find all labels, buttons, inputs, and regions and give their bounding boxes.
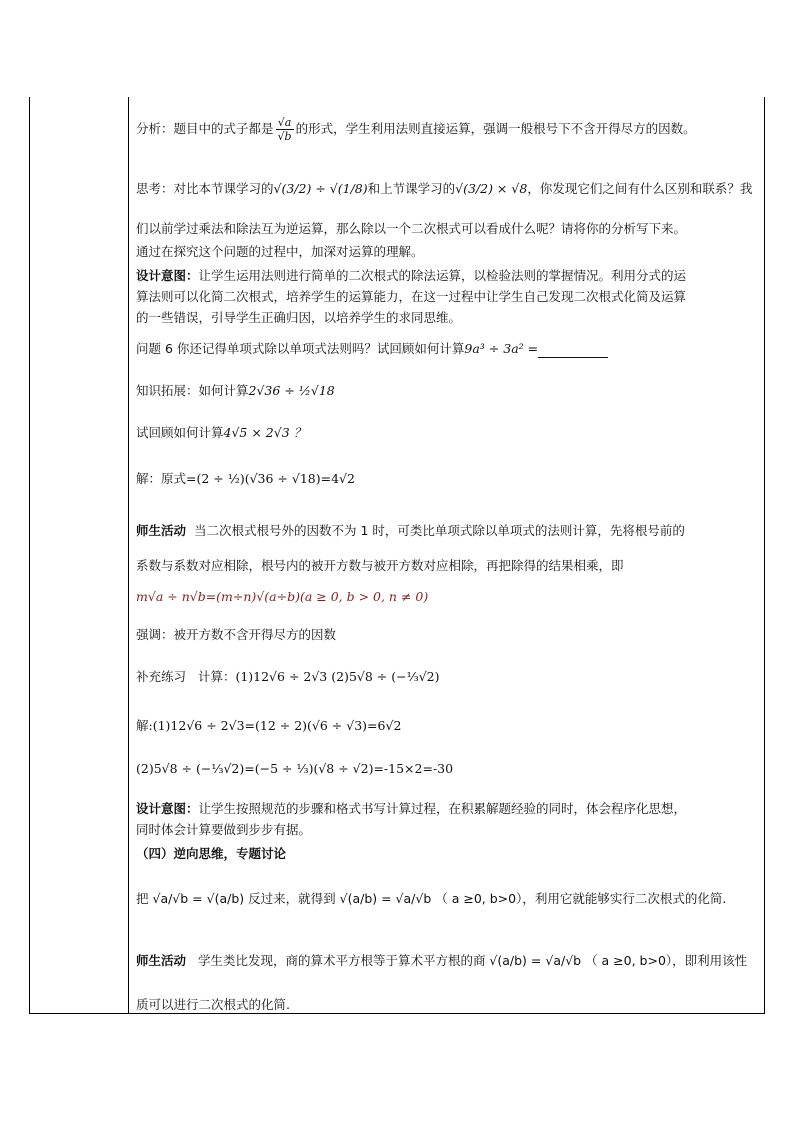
fraction-denominator: √b (277, 130, 292, 143)
teacher-activity-label: 师生活动 (136, 523, 187, 538)
design-intent-2-text: 让学生按照规范的步骤和格式书写计算过程，在积累解题经验的同时，体会程序化思想， (198, 801, 687, 816)
design-intent-1-line-1 (136, 267, 686, 285)
thinking-prefix: 思考：对比本节课学习的 (136, 181, 274, 196)
question-6-text: 问题 6 你还记得单项式除以单项式法则吗？试回顾如何计算 (136, 341, 465, 356)
column-divider (128, 97, 129, 1013)
emphasis-line: 强调：被开方数不含开得尽方的因数 (136, 627, 337, 642)
solution-2-line-2: (2)5√8 ÷ (−⅓√2)=(−5 ÷ ⅓)(√8 ÷ √2)=-15×2=-30 (136, 761, 454, 776)
design-intent-1-line-2: 算法则可以化简二次根式，培养学生的运算能力，在这一过程中让学生自己发现二次根式化简及运算 (136, 289, 687, 304)
design-intent-2-label: 设计意图： (136, 801, 199, 816)
review-line (136, 424, 306, 442)
design-intent-label: 设计意图： (136, 268, 199, 283)
analysis-line (136, 116, 696, 143)
extension-prefix: 知识拓展：如何计算 (136, 383, 249, 398)
solution-1: 解：原式=(2 ÷ ½)(√36 ÷ √18)=4√2 (136, 471, 355, 486)
division-rule-formula: m√a ÷ n√b=(m÷n)√(a÷b)(a ≥ 0, b > 0, n ≠ 0) (136, 589, 429, 604)
teacher-activity-2-text: 学生类比发现，商的算术平方根等于算术平方根的商 √(a/b) = √a/√b （ a ≥0, b>0），即利用该性 (197, 953, 748, 968)
review-prefix: 试回顾如何计算 (136, 425, 224, 440)
analysis-suffix: 的形式，学生利用法则直接运算，强调一般根号下不含开得尽方的因数。 (295, 121, 696, 136)
question-6-expression: 9a³ ÷ 3a² = (464, 341, 539, 356)
teacher-activity-2-label: 师生活动 (136, 953, 187, 968)
analysis-fraction (276, 116, 294, 143)
design-intent-2-line-2: 同时体会计算要做到步步有据。 (136, 822, 312, 837)
extension-expression: 2√36 ÷ ½√18 (248, 383, 335, 398)
analysis-prefix: 分析：题目中的式子都是 (136, 121, 274, 136)
thinking-line-1 (136, 180, 752, 198)
thinking-suffix: ，你发现它们之间有什么区别和联系？我 (527, 181, 753, 196)
design-intent-1-line-3: 的一些错误，引导学生正确归因，以培养学生的求同思维。 (136, 310, 462, 325)
thinking-expression-1: √(3/2) ÷ √(1/8) (273, 181, 368, 196)
teacher-activity-1-line-1 (136, 522, 685, 540)
design-intent-text: 让学生运用法则进行简单的二次根式的除法运算，以检验法则的掌握情况。利用分式的运 (198, 268, 687, 283)
design-intent-2-line-1 (136, 800, 686, 818)
question-6 (136, 340, 608, 358)
knowledge-extension (136, 382, 335, 400)
teacher-activity-text: 当二次根式根号外的因数不为 1 时，可类比单项式除以单项式的法则计算，先将根号前的 (193, 523, 685, 538)
fraction-numerator: √a (276, 116, 294, 130)
section-4-title: （四）逆向思维，专题讨论 (136, 846, 287, 861)
teacher-activity-2-line-1 (136, 952, 747, 970)
review-expression: 4√5 × 2√3 ？ (223, 425, 307, 440)
exercise-text: 计算：(1)12√6 ÷ 2√3 (2)5√8 ÷ (−⅓√2) (197, 669, 440, 684)
exercise-label: 补充练习 (136, 669, 187, 684)
solution-2-line-1: 解:(1)12√6 ÷ 2√3=(12 ÷ 2)(√6 ÷ √3)=6√2 (136, 718, 402, 733)
reverse-rule-line: 把 √a/√b = √(a/b) 反过来，就得到 √(a/b) = √a/√b （ a ≥0, b>0），利用它就能够实行二次根式的化简. (136, 891, 727, 906)
answer-blank (538, 345, 608, 358)
supplementary-exercise (136, 668, 440, 686)
teacher-activity-1-line-2: 系数与系数对应相除，根号内的被开方数与被开方数对应相除，再把除得的结果相乘，即 (136, 558, 624, 573)
thinking-line-2: 们以前学过乘法和除法互为逆运算，那么除以一个二次根式可以看成什么呢？请将你的分析写下来。 (136, 221, 687, 236)
thinking-middle: 和上节课学习的 (367, 181, 456, 196)
teacher-activity-2-line-2: 质可以进行二次根式的化简. (136, 997, 290, 1012)
thinking-expression-2: √(3/2) × √8 (455, 181, 528, 196)
thinking-line-3: 通过在探究这个问题的过程中，加深对运算的理解。 (136, 244, 424, 259)
